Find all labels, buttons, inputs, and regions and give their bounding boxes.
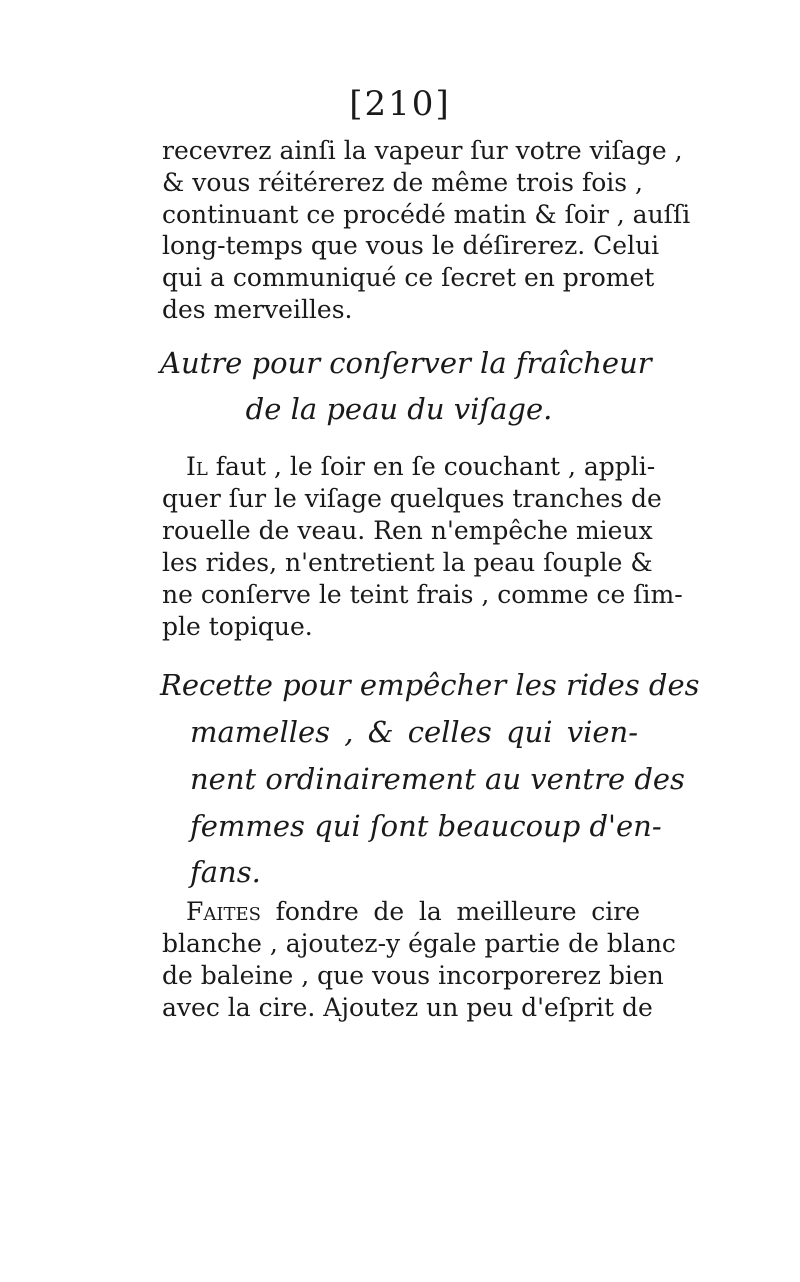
- initial-word: Faites: [186, 897, 261, 926]
- heading-line: de la peau du viſage.: [245, 392, 553, 426]
- text-line: quer ſur le viſage quelques tranches de: [162, 484, 662, 513]
- heading-line: femmes qui ſont beaucoup d'en-: [190, 809, 662, 843]
- text-line: ne conſerve le teint frais , comme ce ſim-: [162, 580, 683, 609]
- text-line: ple topique.: [162, 612, 313, 641]
- text-line: qui a communiqué ce ſecret en promet: [162, 263, 655, 292]
- text-line: avec la cire. Ajoutez un peu d'eſprit de: [162, 993, 653, 1022]
- text-line: long-temps que vous le déſirerez. Celui: [162, 231, 660, 260]
- text-span: fondre de la meilleure cire: [260, 897, 640, 926]
- text-line: [186, 895, 640, 929]
- text-line: de baleine , que vous incorporerez bien: [162, 961, 664, 990]
- heading-line: Autre pour conſerver la fraîcheur: [160, 346, 652, 380]
- text-line: blanche , ajoutez-y égale partie de blanc: [162, 929, 676, 958]
- text-line: recevrez ainſi la vapeur ſur votre viſage ,: [162, 136, 683, 165]
- heading-line: Recette pour empêcher les rides des: [160, 668, 700, 702]
- text-line: & vous réitérerez de même trois fois ,: [162, 168, 643, 197]
- initial-word: Il: [186, 452, 208, 481]
- text-line: continuant ce procédé matin & ſoir , auſſi: [162, 200, 691, 229]
- text-line: rouelle de veau. Ren n'empêche mieux: [162, 516, 653, 545]
- heading-line: mamelles , & celles qui vien-: [190, 715, 638, 749]
- heading-line: fans.: [190, 855, 261, 889]
- heading-line: nent ordinairement au ventre des: [190, 762, 685, 796]
- text-line: [186, 450, 656, 484]
- text-line: les rides, n'entretient la peau ſouple &: [162, 548, 653, 577]
- text-line: des merveilles.: [162, 295, 353, 324]
- page-number: [210]: [349, 84, 451, 124]
- text-span: faut , le ſoir en ſe couchant , appli-: [207, 452, 656, 481]
